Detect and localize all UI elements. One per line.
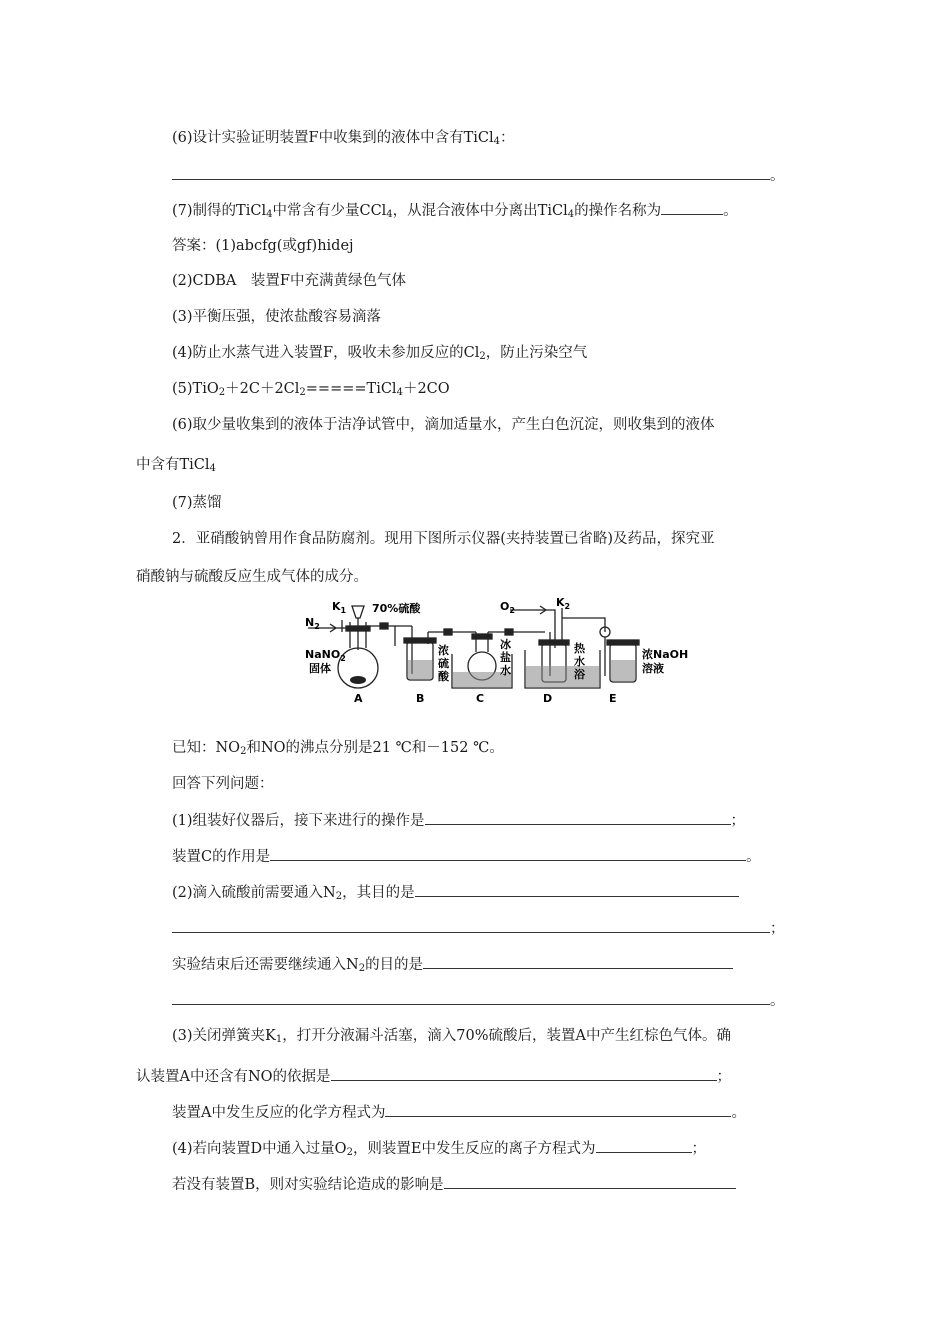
label-b: B: [416, 692, 425, 705]
answer-6-line1: (6)取少量收集到的液体于洁净试管中，滴加适量水，产生白色沉淀，则收集到的液体: [172, 417, 715, 433]
label-e: E: [609, 692, 617, 705]
q2-intro-line2: 硝酸钠与硫酸反应生成气体的成分。: [136, 569, 368, 585]
q6-prompt: (6)设计实验证明装置F中收集到的液体中含有TiCl$_4$：: [172, 130, 515, 147]
q3-prompt-line1: (3)关闭弹簧夹$K_1$，打开分液漏斗活塞，滴入70%硫酸后，装置A中产生红棕色气体。确: [172, 1028, 731, 1045]
answer-3: (3)平衡压强，使浓盐酸容易滴落: [172, 309, 382, 325]
svg-text:盐: 盐: [500, 651, 511, 664]
svg-text:水: 水: [574, 655, 585, 668]
q2-blank-line: ；: [172, 918, 785, 939]
dropping-funnel: [352, 606, 364, 618]
svg-text:浓NaOH: 浓NaOH: [642, 648, 689, 661]
svg-text:固体: 固体: [309, 662, 331, 675]
q2-continue-n2: 实验结束后还需要继续通入$N_2$的目的是: [172, 954, 733, 975]
svg-text:NaNO2: NaNO$_2$: [305, 648, 346, 663]
q2c-blank-line: 。: [172, 990, 785, 1011]
q4-prompt: (4)若向装置D中通入过量$O_2$，则装置E中发生反应的离子方程式为 ；: [172, 1138, 706, 1159]
known-info: 已知：$NO_2$和NO的沸点分别是21 ℃和－152 ℃。: [172, 740, 504, 757]
svg-text:热: 热: [574, 642, 585, 655]
q6-answer-blank: 。: [172, 165, 785, 186]
label-a: A: [354, 692, 363, 705]
q1-device-c: 装置C的作用是 。: [172, 846, 761, 867]
q1-prompt: (1)组装好仪器后，接下来进行的操作是 ；: [172, 810, 745, 831]
label-d: D: [543, 692, 553, 705]
answer-4: (4)防止水蒸气进入装置F，吸收未参加反应的$Cl_2$，防止污染空气: [172, 345, 588, 362]
svg-text:硫: 硫: [438, 657, 449, 670]
q3-prompt-line2: 认装置A中还含有NO的依据是 ；: [136, 1066, 731, 1087]
svg-text:冰: 冰: [500, 638, 511, 651]
apparatus-diagram: [300, 596, 710, 708]
svg-text:O2: $O_2$: [500, 600, 515, 615]
q4-no-device-b: 若没有装置B，则对实验结论造成的影响是: [172, 1174, 736, 1195]
svg-text:K2: $K_2$: [556, 596, 571, 611]
answer-following: 回答下列问题：: [172, 776, 274, 792]
q2-prompt: (2)滴入硫酸前需要通入$N_2$，其目的是: [172, 882, 739, 903]
svg-text:N2: $N_2$: [305, 616, 320, 631]
svg-text:浓: 浓: [438, 644, 449, 657]
svg-text:浴: 浴: [574, 668, 585, 681]
answer-2: (2)CDBA 装置F中充满黄绿色气体: [172, 273, 406, 289]
svg-text:K1: $K_1$: [332, 600, 347, 615]
answer-6-line2: 中含有TiCl$_4$: [136, 457, 216, 474]
svg-text:70%硫酸: 70%硫酸: [372, 602, 421, 615]
svg-text:水: 水: [500, 664, 511, 677]
answer-5: $(5)TiO_2+2C+2Cl_2=====TiCl_4+2CO$: [172, 381, 450, 398]
svg-text:酸: 酸: [438, 670, 449, 683]
label-c: C: [476, 692, 485, 705]
q7-prompt: (7)制得的TiCl$_4$中常含有少量CCl$_4$，从混合液体中分离出TiCl$_4$的操作名称为 。: [172, 200, 738, 221]
answer-7: (7)蒸馏: [172, 495, 222, 511]
svg-text:溶液: 溶液: [642, 662, 664, 675]
answer-1: 答案：(1)abcfg(或gf)hidej: [172, 238, 354, 254]
q2-intro-line1: 2．亚硝酸钠曾用作食品防腐剂。现用下图所示仪器(夹持装置已省略)及药品，探究亚: [172, 531, 715, 547]
q3-equation: 装置A中发生反应的化学方程式为 。: [172, 1102, 746, 1123]
